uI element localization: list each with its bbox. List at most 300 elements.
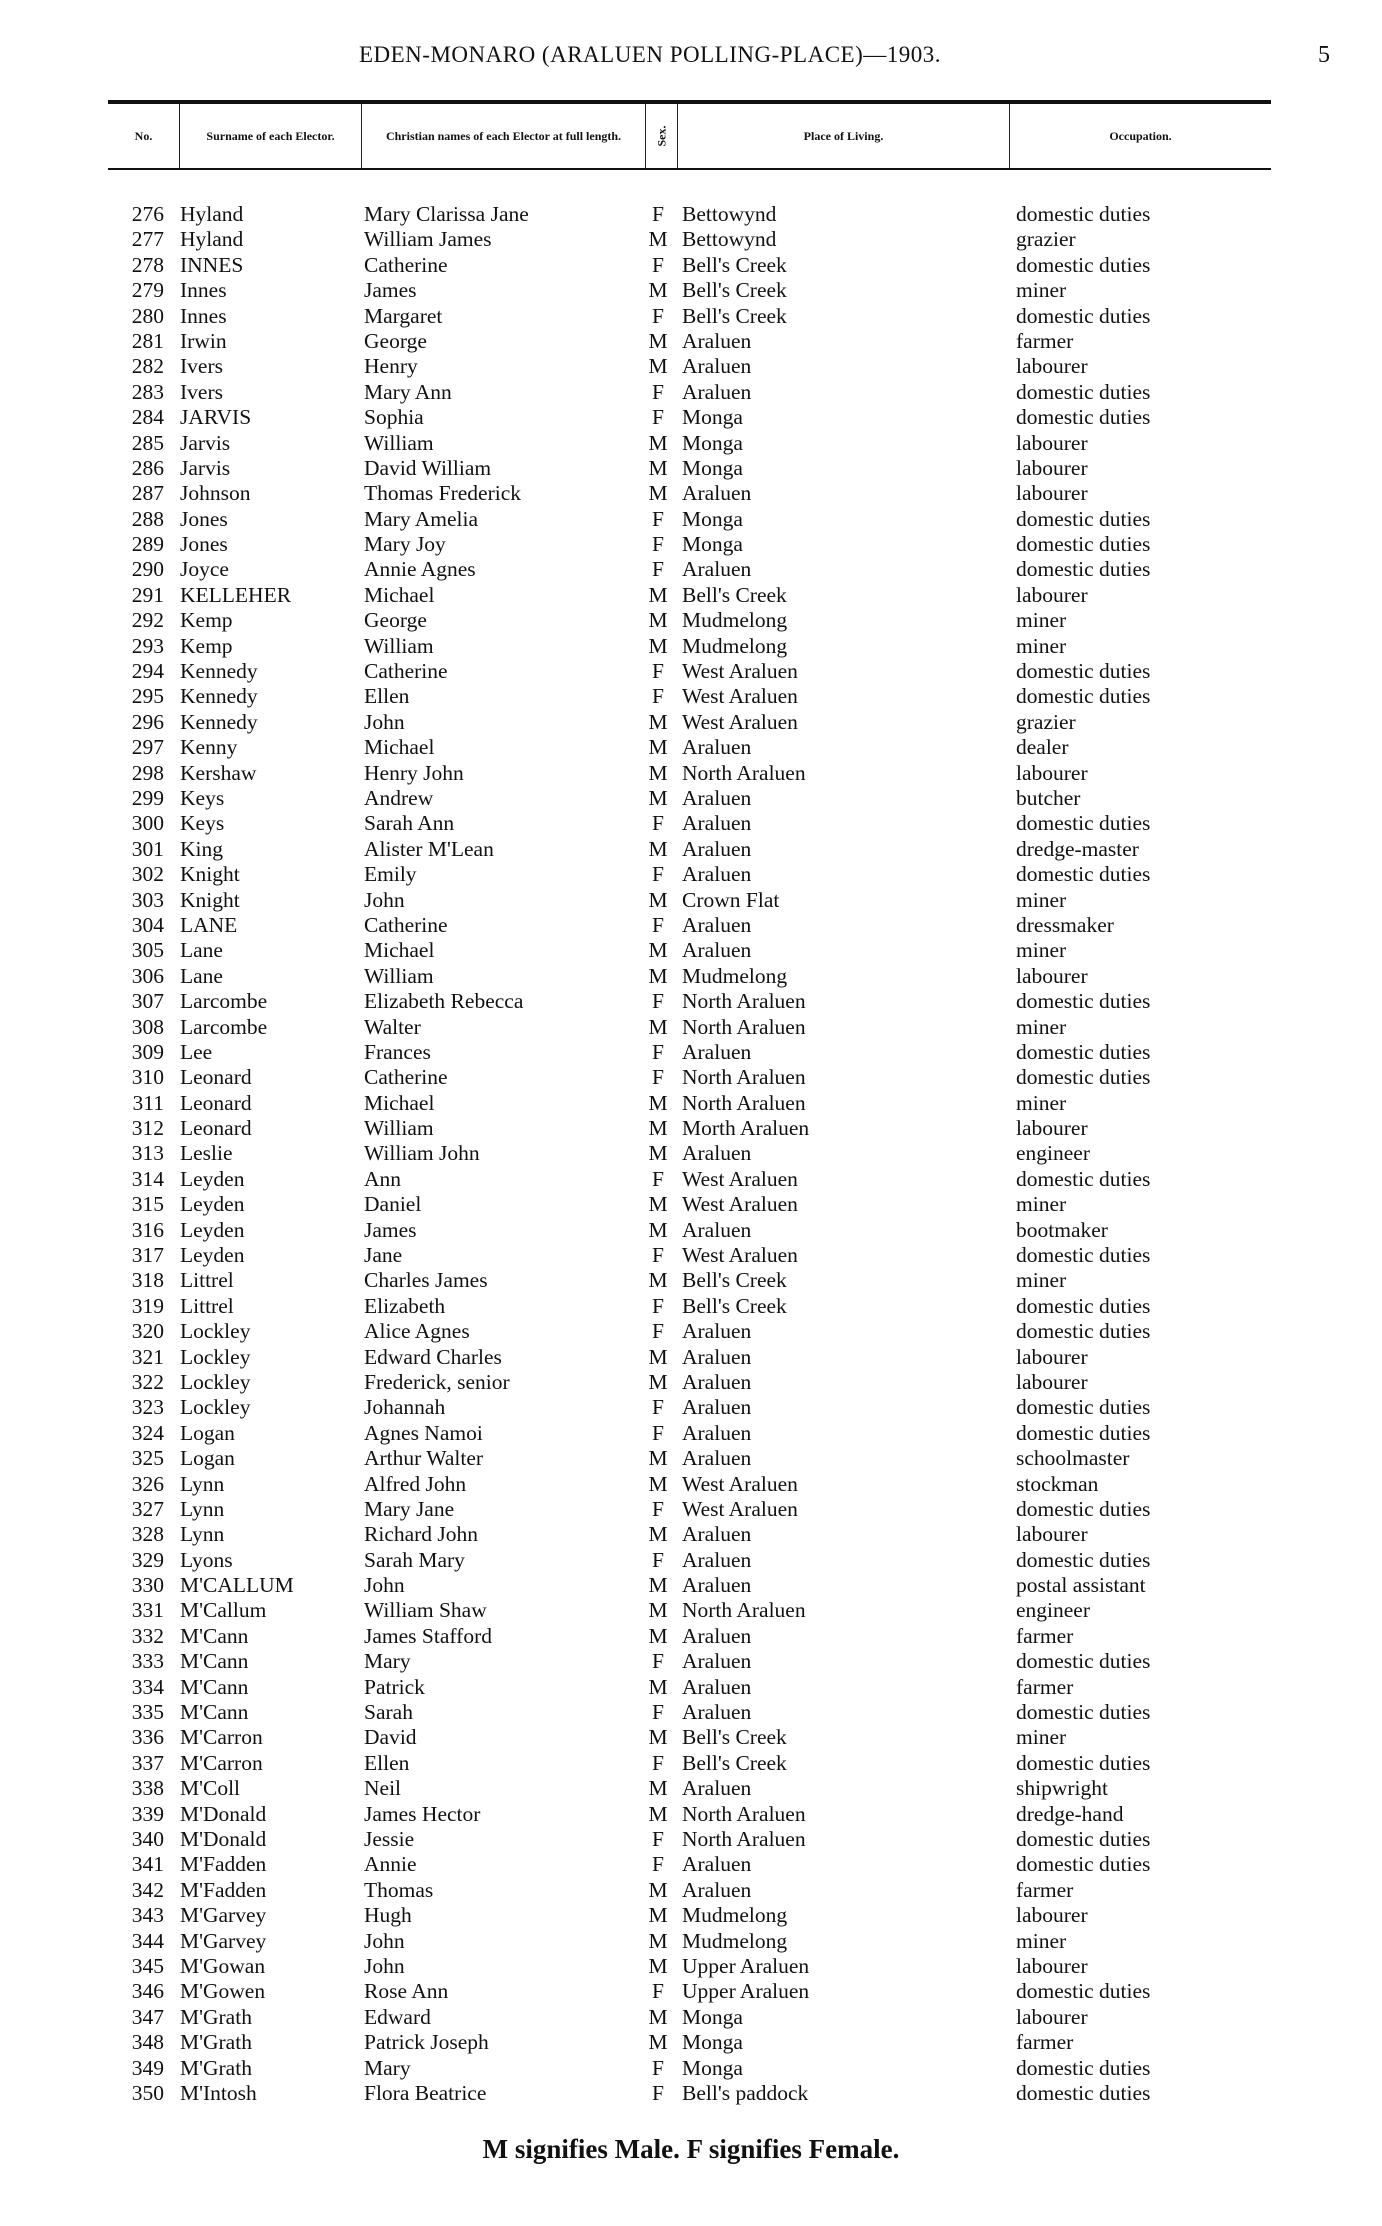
elector-surname: Leyden <box>180 1217 245 1242</box>
elector-place: West Araluen <box>682 1496 798 1521</box>
elector-place: North Araluen <box>682 1014 806 1039</box>
table-row <box>0 304 1382 329</box>
elector-number: 295 <box>131 684 164 709</box>
elector-christian-names: John <box>364 1928 405 1953</box>
elector-place: Araluen <box>682 1776 752 1801</box>
elector-surname: M'Fadden <box>180 1852 267 1877</box>
elector-occupation: labourer <box>1016 481 1088 506</box>
elector-number: 348 <box>131 2030 164 2055</box>
elector-sex: F <box>652 1700 664 1725</box>
elector-surname: M'Coll <box>180 1776 241 1801</box>
elector-place: Monga <box>682 2055 743 2080</box>
elector-place: North Araluen <box>682 760 806 785</box>
elector-number: 322 <box>131 1369 164 1394</box>
table-row <box>0 1878 1382 1903</box>
elector-occupation: labourer <box>1016 354 1088 379</box>
elector-place: Bell's Creek <box>682 252 787 277</box>
elector-surname: Lynn <box>180 1496 225 1521</box>
elector-occupation: miner <box>1016 1725 1067 1750</box>
elector-surname: Knight <box>180 862 240 887</box>
elector-place: Mudmelong <box>682 633 788 658</box>
column-header-christian-names: Christian names of each Elector at full length. <box>362 104 646 168</box>
elector-place: Upper Araluen <box>682 1953 810 1978</box>
elector-occupation: domestic duties <box>1016 252 1151 277</box>
elector-christian-names: Margaret <box>364 303 443 328</box>
elector-sex: M <box>648 1623 668 1648</box>
elector-occupation: domestic duties <box>1016 2055 1151 2080</box>
elector-sex: M <box>648 481 668 506</box>
elector-number: 333 <box>131 1649 164 1674</box>
elector-sex: M <box>648 1141 668 1166</box>
elector-sex: F <box>652 557 664 582</box>
table-row <box>0 1015 1382 1040</box>
elector-occupation: domestic duties <box>1016 405 1151 430</box>
elector-sex: F <box>652 659 664 684</box>
table-row <box>0 2005 1382 2030</box>
elector-sex: F <box>652 379 664 404</box>
elector-number: 321 <box>131 1344 164 1369</box>
elector-number: 349 <box>131 2055 164 2080</box>
elector-christian-names: Mary Amelia <box>364 506 479 531</box>
elector-christian-names: James Stafford <box>364 1623 492 1648</box>
elector-christian-names: Elizabeth <box>364 1293 446 1318</box>
elector-number: 298 <box>131 760 164 785</box>
elector-place: North Araluen <box>682 1065 806 1090</box>
table-row <box>0 431 1382 456</box>
elector-surname: Johnson <box>180 481 251 506</box>
elector-occupation: miner <box>1016 938 1067 963</box>
elector-occupation: domestic duties <box>1016 1827 1151 1851</box>
elector-sex: F <box>652 1065 664 1090</box>
table-row <box>0 1141 1382 1166</box>
elector-number: 344 <box>131 1928 164 1953</box>
table-row <box>0 634 1382 659</box>
elector-christian-names: William Shaw <box>364 1598 487 1623</box>
elector-place: Morth Araluen <box>682 1116 810 1141</box>
table-row <box>0 888 1382 913</box>
elector-christian-names: Catherine <box>364 1065 448 1090</box>
elector-occupation: grazier <box>1016 227 1076 252</box>
elector-place: West Araluen <box>682 659 798 684</box>
elector-occupation: domestic duties <box>1016 811 1151 836</box>
elector-occupation: domestic duties <box>1016 1979 1151 2004</box>
elector-number: 340 <box>131 1827 164 1851</box>
elector-occupation: farmer <box>1016 1877 1074 1902</box>
elector-occupation: labourer <box>1016 2004 1088 2029</box>
elector-place: Araluen <box>682 1522 752 1547</box>
elector-number: 291 <box>131 582 164 607</box>
elector-sex: M <box>648 354 668 379</box>
elector-place: Mudmelong <box>682 608 788 633</box>
elector-sex: M <box>648 938 668 963</box>
elector-occupation: labourer <box>1016 1116 1088 1141</box>
elector-sex: M <box>648 1903 668 1928</box>
elector-place: Monga <box>682 506 743 531</box>
elector-place: Monga <box>682 2004 743 2029</box>
elector-christian-names: Michael <box>364 1090 435 1115</box>
elector-christian-names: Henry John <box>364 760 464 785</box>
elector-christian-names: George <box>364 608 427 633</box>
elector-surname: Ivers <box>180 379 223 404</box>
table-row <box>0 1649 1382 1674</box>
elector-christian-names: Mary Clarissa Jane <box>364 202 529 226</box>
elector-place: Crown Flat <box>682 887 780 912</box>
elector-number: 313 <box>131 1141 164 1166</box>
elector-sex: F <box>652 532 664 557</box>
elector-sex: F <box>652 989 664 1014</box>
elector-christian-names: Annie Agnes <box>364 557 476 582</box>
elector-place: Araluen <box>682 1700 752 1725</box>
elector-place: Araluen <box>682 1420 752 1445</box>
elector-place: Upper Araluen <box>682 1979 810 2004</box>
table-row <box>0 1624 1382 1649</box>
table-row <box>0 1903 1382 1928</box>
elector-number: 278 <box>131 252 164 277</box>
elector-number: 309 <box>131 1039 164 1064</box>
elector-number: 316 <box>131 1217 164 1242</box>
table-row <box>0 583 1382 608</box>
elector-christian-names: Mary Jane <box>364 1496 455 1521</box>
elector-sex: M <box>648 1801 668 1826</box>
elector-place: Araluen <box>682 1319 752 1344</box>
elector-surname: M'Donald <box>180 1827 267 1851</box>
elector-surname: M'Garvey <box>180 1903 267 1928</box>
elector-surname: KELLEHER <box>180 582 292 607</box>
elector-surname: Ivers <box>180 354 223 379</box>
table-row <box>0 1522 1382 1547</box>
table-row <box>0 1700 1382 1725</box>
elector-occupation: miner <box>1016 278 1067 303</box>
elector-christian-names: Michael <box>364 938 435 963</box>
elector-number: 276 <box>131 202 164 226</box>
elector-surname: Littrel <box>180 1293 234 1318</box>
elector-surname: Lane <box>180 963 223 988</box>
elector-christian-names: Edward Charles <box>364 1344 502 1369</box>
elector-place: North Araluen <box>682 1598 806 1623</box>
table-row <box>0 1573 1382 1598</box>
elector-place: Araluen <box>682 811 752 836</box>
elector-occupation: domestic duties <box>1016 202 1151 226</box>
elector-sex: F <box>652 1293 664 1318</box>
elector-number: 326 <box>131 1471 164 1496</box>
elector-number: 350 <box>131 2080 164 2105</box>
table-row <box>0 1954 1382 1979</box>
elector-place: West Araluen <box>682 1243 798 1268</box>
elector-place: Araluen <box>682 735 752 760</box>
elector-number: 336 <box>131 1725 164 1750</box>
elector-christian-names: Catherine <box>364 252 448 277</box>
elector-sex: F <box>652 1649 664 1674</box>
elector-sex: M <box>648 608 668 633</box>
elector-occupation: engineer <box>1016 1598 1091 1623</box>
elector-surname: Jones <box>180 506 228 531</box>
elector-occupation: domestic duties <box>1016 862 1151 887</box>
table-row <box>0 1370 1382 1395</box>
elector-number: 338 <box>131 1776 164 1801</box>
elector-sex: M <box>648 1522 668 1547</box>
elector-surname: Larcombe <box>180 1014 268 1039</box>
elector-surname: Logan <box>180 1446 235 1471</box>
elector-christian-names: Ellen <box>364 1750 410 1775</box>
elector-sex: F <box>652 1395 664 1420</box>
table-row <box>0 1167 1382 1192</box>
elector-occupation: domestic duties <box>1016 1166 1151 1191</box>
elector-sex: M <box>648 836 668 861</box>
elector-occupation: dredge-hand <box>1016 1801 1124 1826</box>
elector-surname: M'Intosh <box>180 2080 257 2105</box>
table-row <box>0 1091 1382 1116</box>
table-row <box>0 1751 1382 1776</box>
table-row <box>0 405 1382 430</box>
table-row <box>0 456 1382 481</box>
elector-occupation: dressmaker <box>1016 912 1114 937</box>
elector-sex: M <box>648 1928 668 1953</box>
elector-sex: M <box>648 430 668 455</box>
elector-place: West Araluen <box>682 1471 798 1496</box>
elector-surname: Leonard <box>180 1065 252 1090</box>
elector-occupation: labourer <box>1016 963 1088 988</box>
elector-number: 283 <box>131 379 164 404</box>
elector-surname: Kershaw <box>180 760 257 785</box>
elector-occupation: miner <box>1016 1928 1067 1953</box>
elector-occupation: farmer <box>1016 328 1074 353</box>
elector-surname: Lyons <box>180 1547 233 1572</box>
elector-number: 286 <box>131 455 164 480</box>
elector-christian-names: William <box>364 430 434 455</box>
column-header-surname: Surname of each Elector. <box>180 104 362 168</box>
elector-place: Bell's Creek <box>682 278 787 303</box>
elector-place: Bell's Creek <box>682 1725 787 1750</box>
elector-surname: M'Gowen <box>180 1979 266 2004</box>
column-header-occupation: Occupation. <box>1109 129 1172 143</box>
elector-sex: F <box>652 202 664 226</box>
elector-christian-names: John <box>364 887 405 912</box>
elector-number: 294 <box>131 659 164 684</box>
elector-place: Araluen <box>682 785 752 810</box>
elector-sex: F <box>652 1852 664 1877</box>
elector-christian-names: John <box>364 1953 405 1978</box>
elector-occupation: miner <box>1016 1268 1067 1293</box>
elector-occupation: bootmaker <box>1016 1217 1108 1242</box>
elector-occupation: domestic duties <box>1016 379 1151 404</box>
table-row <box>0 2081 1382 2106</box>
table-row <box>0 1192 1382 1217</box>
elector-christian-names: Neil <box>364 1776 402 1801</box>
elector-christian-names: James <box>364 278 417 303</box>
elector-place: West Araluen <box>682 1192 798 1217</box>
elector-number: 300 <box>131 811 164 836</box>
elector-occupation: domestic duties <box>1016 1319 1151 1344</box>
elector-surname: Leyden <box>180 1192 245 1217</box>
elector-surname: M'Cann <box>180 1649 249 1674</box>
elector-christian-names: Sophia <box>364 405 424 430</box>
elector-christian-names: James Hector <box>364 1801 481 1826</box>
elector-christian-names: Emily <box>364 862 417 887</box>
elector-sex: M <box>648 785 668 810</box>
elector-number: 315 <box>131 1192 164 1217</box>
page-title: EDEN-MONARO (ARALUEN POLLING-PLACE)—1903. <box>358 42 942 67</box>
elector-christian-names: Ann <box>364 1166 402 1191</box>
elector-occupation: labourer <box>1016 1903 1088 1928</box>
table-row <box>0 354 1382 379</box>
elector-number: 302 <box>131 862 164 887</box>
elector-sex: M <box>648 2030 668 2055</box>
elector-place: Araluen <box>682 862 752 887</box>
elector-surname: Lee <box>180 1039 213 1064</box>
elector-sex: M <box>648 760 668 785</box>
elector-christian-names: John <box>364 709 405 734</box>
column-header-place: Place of Living. <box>678 104 1010 168</box>
elector-sex: F <box>652 1319 664 1344</box>
elector-christian-names: Charles James <box>364 1268 488 1293</box>
elector-sex: F <box>652 1979 664 2004</box>
elector-occupation: domestic duties <box>1016 1420 1151 1445</box>
elector-number: 281 <box>131 328 164 353</box>
elector-occupation: engineer <box>1016 1141 1091 1166</box>
elector-place: North Araluen <box>682 1090 806 1115</box>
elector-surname: M'Fadden <box>180 1877 267 1902</box>
elector-christian-names: Mary Ann <box>364 379 452 404</box>
elector-christian-names: Richard John <box>364 1522 479 1547</box>
elector-place: Bettowynd <box>682 202 777 226</box>
elector-christian-names: Arthur Walter <box>364 1446 484 1471</box>
elector-number: 312 <box>131 1116 164 1141</box>
elector-sex: M <box>648 1776 668 1801</box>
elector-number: 285 <box>131 430 164 455</box>
elector-place: Araluen <box>682 1877 752 1902</box>
elector-surname: Innes <box>180 278 227 303</box>
elector-surname: Lockley <box>180 1319 251 1344</box>
elector-sex: F <box>652 1166 664 1191</box>
elector-number: 331 <box>131 1598 164 1623</box>
elector-place: Araluen <box>682 1344 752 1369</box>
elector-place: West Araluen <box>682 709 798 734</box>
elector-surname: Logan <box>180 1420 235 1445</box>
table-row <box>0 684 1382 709</box>
elector-occupation: domestic duties <box>1016 1065 1151 1090</box>
elector-sex: F <box>652 862 664 887</box>
elector-surname: Keys <box>180 811 225 836</box>
table-row <box>0 1827 1382 1852</box>
elector-place: Araluen <box>682 1547 752 1572</box>
elector-surname: Lockley <box>180 1395 251 1420</box>
elector-number: 345 <box>131 1953 164 1978</box>
elector-surname: Kennedy <box>180 709 258 734</box>
elector-christian-names: Jane <box>364 1243 403 1268</box>
elector-number: 308 <box>131 1014 164 1039</box>
table-row <box>0 1852 1382 1877</box>
elector-occupation: miner <box>1016 1090 1067 1115</box>
table-row <box>0 1725 1382 1750</box>
elector-number: 303 <box>131 887 164 912</box>
elector-number: 325 <box>131 1446 164 1471</box>
table-row <box>0 1040 1382 1065</box>
elector-surname: Larcombe <box>180 989 268 1014</box>
elector-occupation: domestic duties <box>1016 303 1151 328</box>
elector-number: 280 <box>131 303 164 328</box>
elector-christian-names: Jessie <box>364 1827 415 1851</box>
elector-place: Araluen <box>682 1674 752 1699</box>
elector-occupation: miner <box>1016 1192 1067 1217</box>
elector-occupation: grazier <box>1016 709 1076 734</box>
elector-christian-names: William James <box>364 227 492 252</box>
elector-number: 346 <box>131 1979 164 2004</box>
elector-place: Monga <box>682 455 743 480</box>
table-row <box>0 1395 1382 1420</box>
elector-sex: M <box>648 1268 668 1293</box>
elector-christian-names: Hugh <box>364 1903 412 1928</box>
elector-number: 287 <box>131 481 164 506</box>
elector-surname: Jarvis <box>180 455 231 480</box>
elector-surname: Irwin <box>180 328 227 353</box>
elector-surname: Kenny <box>180 735 238 760</box>
table-row <box>0 862 1382 887</box>
elector-surname: Hyland <box>180 202 244 226</box>
table-row <box>0 1268 1382 1293</box>
elector-sex: M <box>648 455 668 480</box>
elector-sex: F <box>652 405 664 430</box>
column-header-sex <box>646 104 678 168</box>
elector-occupation: domestic duties <box>1016 1700 1151 1725</box>
elector-number: 317 <box>131 1243 164 1268</box>
elector-christian-names: Sarah Mary <box>364 1547 465 1572</box>
elector-number: 310 <box>131 1065 164 1090</box>
elector-surname: Lynn <box>180 1471 225 1496</box>
elector-occupation: labourer <box>1016 760 1088 785</box>
elector-place: Bell's Creek <box>682 582 787 607</box>
elector-place: West Araluen <box>682 684 798 709</box>
elector-sex: M <box>648 1192 668 1217</box>
elector-occupation: postal assistant <box>1016 1573 1146 1598</box>
elector-occupation: farmer <box>1016 1674 1074 1699</box>
elector-christian-names: Sarah Ann <box>364 811 455 836</box>
elector-number: 339 <box>131 1801 164 1826</box>
elector-place: North Araluen <box>682 1827 806 1851</box>
elector-number: 334 <box>131 1674 164 1699</box>
elector-occupation: domestic duties <box>1016 2080 1151 2105</box>
elector-place: Monga <box>682 405 743 430</box>
elector-place: Araluen <box>682 328 752 353</box>
table-row <box>0 659 1382 684</box>
table-row <box>0 735 1382 760</box>
elector-surname: M'Carron <box>180 1725 263 1750</box>
elector-sex: F <box>652 506 664 531</box>
elector-occupation: domestic duties <box>1016 532 1151 557</box>
elector-surname: Leyden <box>180 1166 245 1191</box>
elector-number: 299 <box>131 785 164 810</box>
table-row <box>0 1421 1382 1446</box>
elector-christian-names: George <box>364 328 427 353</box>
elector-surname: Joyce <box>180 557 229 582</box>
elector-christian-names: Thomas Frederick <box>364 481 522 506</box>
table-row <box>0 1497 1382 1522</box>
table-row <box>0 761 1382 786</box>
elector-number: 342 <box>131 1877 164 1902</box>
elector-occupation: labourer <box>1016 582 1088 607</box>
elector-sex: M <box>648 887 668 912</box>
elector-surname: M'Cann <box>180 1674 249 1699</box>
elector-place: Araluen <box>682 1141 752 1166</box>
elector-sex: F <box>652 1496 664 1521</box>
elector-sex: M <box>648 633 668 658</box>
elector-place: Monga <box>682 532 743 557</box>
elector-number: 332 <box>131 1623 164 1648</box>
elector-occupation: domestic duties <box>1016 1039 1151 1064</box>
elector-occupation: domestic duties <box>1016 506 1151 531</box>
table-row <box>0 989 1382 1014</box>
elector-christian-names: James <box>364 1217 417 1242</box>
table-row <box>0 1675 1382 1700</box>
